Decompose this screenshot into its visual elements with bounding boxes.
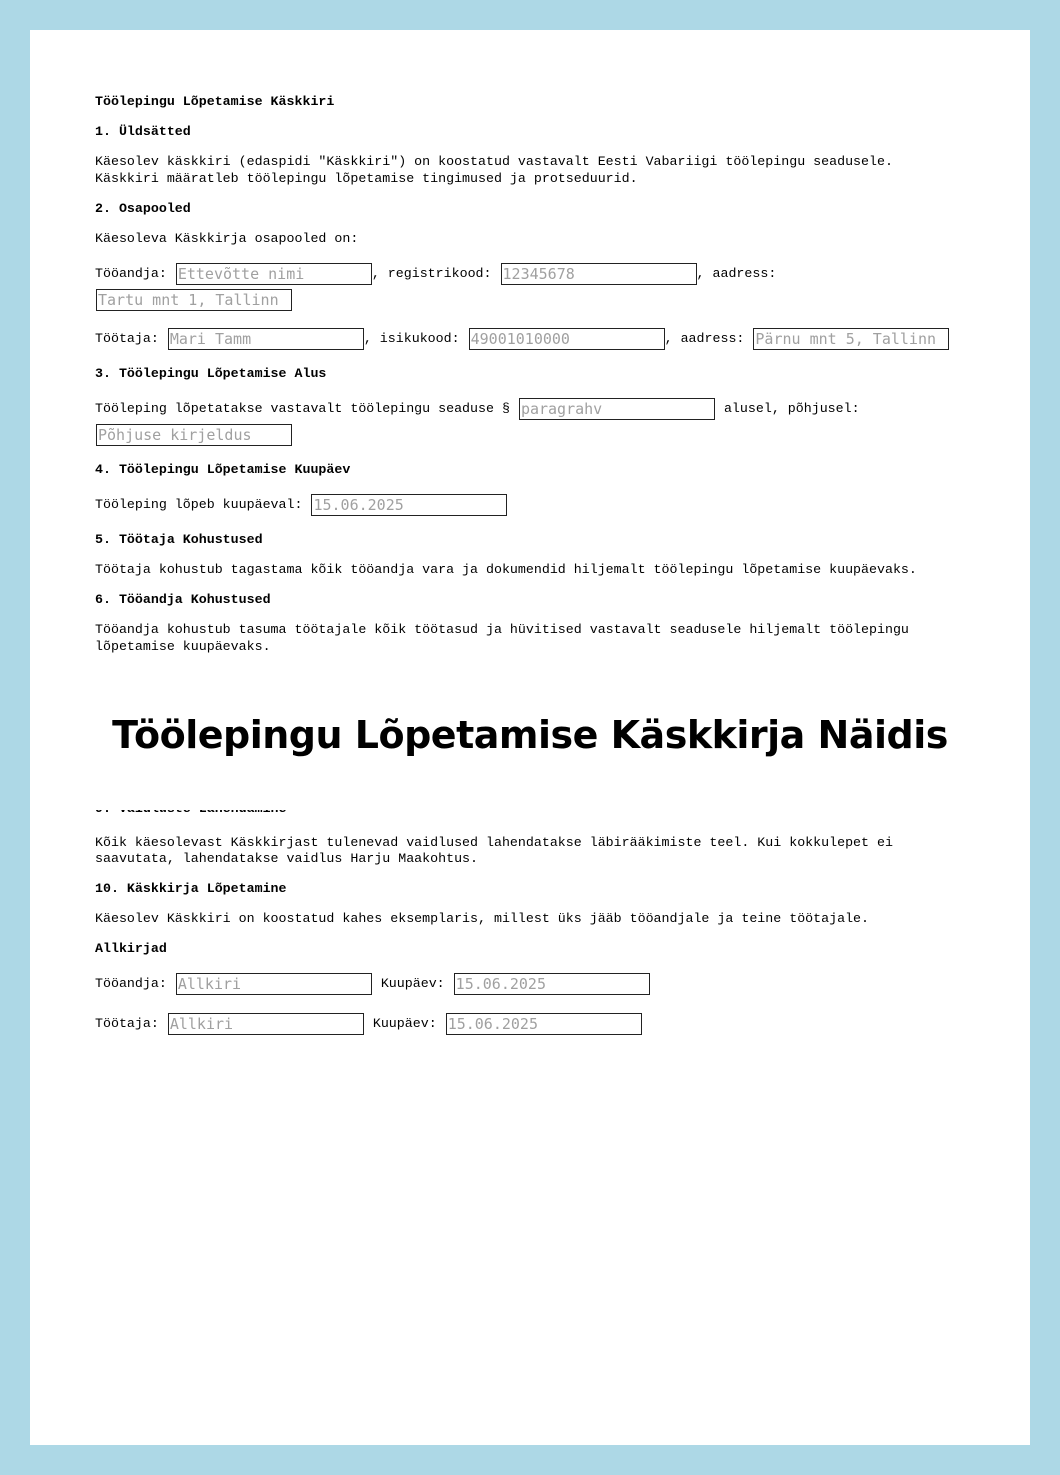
section-2-intro: Käesoleva Käskkirja osapooled on: — [95, 231, 359, 246]
employee-date-label: Kuupäev: — [372, 1015, 437, 1031]
employer-address-row — [96, 289, 292, 311]
section-6-line-2: lõpetamise kuupäevaks. — [95, 639, 271, 654]
section-10-text: Käesolev Käskkiri on koostatud kahes eksemplaris, millest üks jääb tööandjale ja teine töötajale. — [95, 911, 870, 926]
employee-signature-label: Töötaja: — [95, 1015, 159, 1031]
employer-name-input[interactable]: Ettevõtte nimi — [176, 263, 372, 285]
employer-address-label: , aadress: — [696, 265, 777, 281]
section-3-row — [95, 398, 860, 420]
employer-address-input[interactable]: Tartu mnt 1, Tallinn — [96, 289, 292, 311]
section-10-heading: 10. Käskkirja Lõpetamine — [95, 881, 287, 896]
section-5-heading: 5. Töötaja Kohustused — [95, 532, 263, 547]
section-1-line-2: Käskkiri määratleb töölepingu lõpetamise tingimused ja protseduurid. — [95, 171, 638, 186]
end-date-label: Tööleping lõpeb kuupäeval: — [95, 496, 303, 512]
reason-row — [96, 424, 292, 446]
section-1-line-1: Käesolev käskkiri (edaspidi "Käskkiri") on koostatud vastavalt Eesti Vabariigi töölepingu seadusele. — [95, 154, 893, 169]
reg-code-label: , registrikood: — [371, 265, 492, 281]
title-banner — [30, 660, 1030, 810]
employer-date-input[interactable]: 15.06.2025 — [454, 973, 650, 995]
section-9-line-2: saavutata, lahendatakse vaidlus Harju Maakohtus. — [95, 851, 479, 866]
end-date-input[interactable]: 15.06.2025 — [311, 494, 507, 516]
paragraph-input[interactable]: paragrahv — [519, 398, 715, 420]
section-9-line-1: Kõik käesolevast Käskkirjast tulenevad vaidlused lahendatakse läbirääkimiste teel. Kui kokkulepet ei — [95, 835, 893, 850]
document-title: Töölepingu Lõpetamise Käskkiri — [95, 94, 335, 109]
section-6-heading: 6. Tööandja Kohustused — [95, 592, 271, 607]
signatures-heading: Allkirjad — [95, 941, 167, 956]
reason-input[interactable]: Põhjuse kirjeldus — [96, 424, 292, 446]
employer-date-label: Kuupäev: — [380, 975, 445, 991]
employee-address-label: , aadress: — [664, 330, 745, 346]
section-2-heading: 2. Osapooled — [95, 201, 191, 216]
employee-signature-row — [95, 1013, 642, 1035]
section-3-heading: 3. Töölepingu Lõpetamise Alus — [95, 366, 327, 381]
employee-address-input[interactable]: Pärnu mnt 5, Tallinn — [753, 328, 949, 350]
employee-date-input[interactable]: 15.06.2025 — [446, 1013, 642, 1035]
employee-signature-input[interactable]: Allkiri — [168, 1013, 364, 1035]
employer-label: Tööandja: — [95, 265, 167, 281]
section-4-heading: 4. Töölepingu Lõpetamise Kuupäev — [95, 462, 351, 477]
section-5-text: Töötaja kohustub tagastama kõik tööandja vara ja dokumendid hiljemalt töölepingu lõpetamise kuupäevaks. — [95, 562, 917, 577]
employer-row — [95, 263, 776, 285]
employer-signature-input[interactable]: Allkiri — [176, 973, 372, 995]
employee-row — [95, 328, 949, 350]
section-3-text-after: alusel, põhjusel: — [723, 400, 860, 416]
employee-name-input[interactable]: Mari Tamm — [168, 328, 364, 350]
document-page — [30, 30, 1030, 1445]
employee-label: Töötaja: — [95, 330, 159, 346]
section-1-heading: 1. Üldsätted — [95, 124, 191, 139]
end-date-row — [95, 494, 507, 516]
section-3-text-before: Tööleping lõpetatakse vastavalt töölepingu seaduse § — [95, 400, 510, 416]
section-6-line-1: Tööandja kohustub tasuma töötajale kõik töötasud ja hüvitised vastavalt seadusele hiljemalt töölepingu — [95, 622, 909, 637]
id-code-label: , isikukood: — [363, 330, 460, 346]
banner-title: Töölepingu Lõpetamise Käskkirja Näidis — [112, 713, 948, 757]
employer-signature-label: Tööandja: — [95, 975, 167, 991]
id-code-input[interactable]: 49001010000 — [469, 328, 665, 350]
employer-signature-row — [95, 973, 650, 995]
reg-code-input[interactable]: 12345678 — [501, 263, 697, 285]
